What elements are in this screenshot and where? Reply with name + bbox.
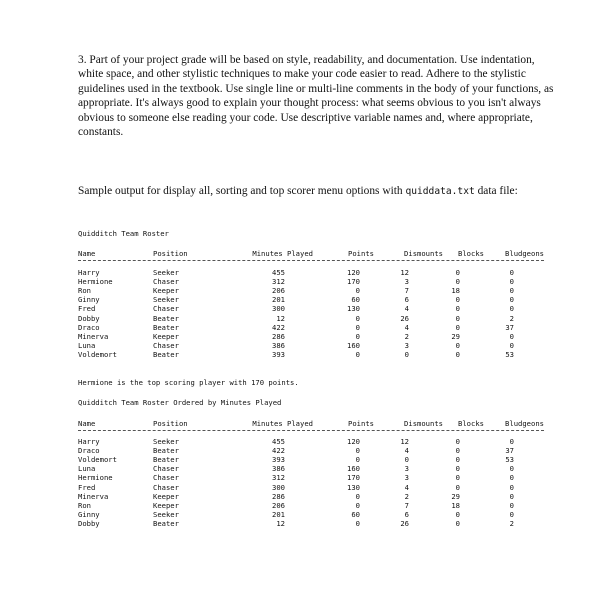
cell-bludgeons: 53 <box>505 349 514 359</box>
cell-points: 170 <box>347 473 360 483</box>
cell-bludgeons: 0 <box>509 295 514 305</box>
cell-points: 0 <box>355 286 360 296</box>
cell-name: Ginny <box>78 509 100 519</box>
cell-position: Chaser <box>153 304 179 314</box>
cell-minutes: 422 <box>272 322 285 332</box>
cell-blocks: 0 <box>455 322 460 332</box>
cell-bludgeons: 37 <box>505 322 514 332</box>
cell-name: Fred <box>78 304 96 314</box>
cell-bludgeons: 0 <box>509 268 514 277</box>
cell-points: 160 <box>347 340 360 350</box>
cell-position: Seeker <box>153 295 179 305</box>
cell-points: 0 <box>355 331 360 341</box>
cell-points: 60 <box>351 509 360 519</box>
cell-minutes: 300 <box>272 482 285 492</box>
cell-points: 120 <box>347 437 360 446</box>
cell-position: Beater <box>153 455 179 465</box>
table1-header-points: Points <box>348 249 374 258</box>
cell-bludgeons: 0 <box>509 286 514 296</box>
cell-bludgeons: 0 <box>509 464 514 474</box>
table1-divider <box>78 260 544 261</box>
cell-position: Beater <box>153 446 179 456</box>
table1-header-name: Name <box>78 249 96 258</box>
cell-dismounts: 26 <box>400 313 409 323</box>
cell-minutes: 393 <box>272 455 285 465</box>
cell-minutes: 422 <box>272 446 285 456</box>
cell-points: 160 <box>347 464 360 474</box>
cell-blocks: 0 <box>455 340 460 350</box>
cell-position: Chaser <box>153 464 179 474</box>
cell-name: Ron <box>78 500 91 510</box>
table2-header-dismounts: Dismounts <box>404 419 443 428</box>
intro-filename: quiddata.txt <box>405 186 475 197</box>
cell-blocks: 0 <box>455 349 460 359</box>
table1-header-dismounts: Dismounts <box>404 249 443 258</box>
cell-position: Seeker <box>153 509 179 519</box>
cell-minutes: 206 <box>272 500 285 510</box>
cell-bludgeons: 0 <box>509 509 514 519</box>
cell-points: 0 <box>355 322 360 332</box>
cell-name: Harry <box>78 268 100 277</box>
cell-name: Hermione <box>78 277 113 287</box>
table2-header-name: Name <box>78 419 96 428</box>
cell-points: 0 <box>355 500 360 510</box>
cell-dismounts: 12 <box>400 437 409 446</box>
cell-points: 0 <box>355 446 360 456</box>
cell-blocks: 0 <box>455 473 460 483</box>
cell-minutes: 206 <box>272 286 285 296</box>
cell-position: Chaser <box>153 277 179 287</box>
cell-bludgeons: 0 <box>509 331 514 341</box>
cell-dismounts: 2 <box>404 331 409 341</box>
cell-points: 60 <box>351 295 360 305</box>
intro-text-before: Sample output for display all, sorting and top scorer menu options with <box>78 185 406 197</box>
table1-header-minutes: Minutes Played <box>252 249 313 258</box>
cell-blocks: 0 <box>455 304 460 314</box>
sample-output-intro <box>78 184 558 199</box>
cell-dismounts: 4 <box>404 446 409 456</box>
cell-blocks: 0 <box>455 446 460 456</box>
cell-dismounts: 3 <box>404 277 409 287</box>
cell-blocks: 29 <box>451 491 460 501</box>
cell-name: Minerva <box>78 491 109 501</box>
cell-name: Draco <box>78 322 100 332</box>
cell-position: Seeker <box>153 268 179 277</box>
cell-name: Voldemort <box>78 455 117 465</box>
cell-blocks: 0 <box>455 277 460 287</box>
cell-position: Chaser <box>153 340 179 350</box>
cell-dismounts: 4 <box>404 304 409 314</box>
cell-name: Hermione <box>78 473 113 483</box>
cell-name: Harry <box>78 437 100 446</box>
table2-header-points: Points <box>348 419 374 428</box>
cell-blocks: 18 <box>451 286 460 296</box>
cell-minutes: 12 <box>276 313 285 323</box>
cell-dismounts: 3 <box>404 340 409 350</box>
cell-dismounts: 12 <box>400 268 409 277</box>
cell-minutes: 312 <box>272 473 285 483</box>
cell-blocks: 0 <box>455 437 460 446</box>
cell-points: 0 <box>355 313 360 323</box>
cell-position: Beater <box>153 518 179 528</box>
cell-points: 170 <box>347 277 360 287</box>
cell-dismounts: 7 <box>404 286 409 296</box>
cell-minutes: 386 <box>272 340 285 350</box>
cell-minutes: 286 <box>272 491 285 501</box>
cell-points: 0 <box>355 455 360 465</box>
cell-minutes: 455 <box>272 437 285 446</box>
cell-name: Voldemort <box>78 349 117 359</box>
cell-position: Beater <box>153 313 179 323</box>
cell-dismounts: 3 <box>404 464 409 474</box>
cell-dismounts: 4 <box>404 322 409 332</box>
table1-header-blocks: Blocks <box>458 249 484 258</box>
table2-title: Quidditch Team Roster Ordered by Minutes Played <box>78 398 282 407</box>
cell-bludgeons: 0 <box>509 340 514 350</box>
cell-minutes: 312 <box>272 277 285 287</box>
cell-blocks: 0 <box>455 509 460 519</box>
cell-bludgeons: 2 <box>509 518 514 528</box>
cell-minutes: 386 <box>272 464 285 474</box>
cell-points: 130 <box>347 482 360 492</box>
cell-bludgeons: 2 <box>509 313 514 323</box>
cell-position: Beater <box>153 349 179 359</box>
cell-position: Keeper <box>153 500 179 510</box>
table1-title: Quidditch Team Roster <box>78 229 169 238</box>
cell-dismounts: 3 <box>404 473 409 483</box>
cell-points: 130 <box>347 304 360 314</box>
instructions-paragraph: 3. Part of your project grade will be based on style, readability, and documentation. Use indentation, white space, and other stylistic techniques to make your code easier to read. Adhere to the stylistic guidelines used in the textbook. Use single line or multi-line comments in the body of your functions, as appropriate. It's always good to explain your thought process: what seems obvious to you isn't always obvious to someone else reading your code. Use descriptive variable names and, where appropriate, constants. <box>78 54 554 139</box>
table1-header-bludgeons: Bludgeons <box>505 249 544 258</box>
cell-blocks: 0 <box>455 295 460 305</box>
cell-bludgeons: 0 <box>509 277 514 287</box>
cell-blocks: 0 <box>455 464 460 474</box>
table2-header-position: Position <box>153 419 188 428</box>
cell-name: Fred <box>78 482 96 492</box>
cell-points: 0 <box>355 349 360 359</box>
cell-name: Ron <box>78 286 91 296</box>
cell-dismounts: 4 <box>404 482 409 492</box>
intro-text-after: data file: <box>474 185 518 197</box>
cell-minutes: 201 <box>272 509 285 519</box>
cell-bludgeons: 0 <box>509 482 514 492</box>
cell-dismounts: 2 <box>404 491 409 501</box>
cell-name: Dobby <box>78 518 100 528</box>
cell-blocks: 0 <box>455 313 460 323</box>
cell-blocks: 0 <box>455 518 460 528</box>
cell-bludgeons: 53 <box>505 455 514 465</box>
cell-bludgeons: 37 <box>505 446 514 456</box>
cell-position: Seeker <box>153 437 179 446</box>
cell-blocks: 0 <box>455 268 460 277</box>
cell-position: Keeper <box>153 286 179 296</box>
cell-dismounts: 26 <box>400 518 409 528</box>
cell-minutes: 286 <box>272 331 285 341</box>
table2-divider <box>78 430 544 431</box>
cell-minutes: 300 <box>272 304 285 314</box>
cell-position: Keeper <box>153 331 179 341</box>
cell-position: Chaser <box>153 482 179 492</box>
cell-name: Luna <box>78 464 96 474</box>
cell-bludgeons: 0 <box>509 500 514 510</box>
cell-bludgeons: 0 <box>509 473 514 483</box>
cell-dismounts: 0 <box>404 349 409 359</box>
top-scorer-message: Hermione is the top scoring player with 170 points. <box>78 378 299 387</box>
cell-points: 0 <box>355 518 360 528</box>
cell-bludgeons: 0 <box>509 304 514 314</box>
cell-minutes: 201 <box>272 295 285 305</box>
cell-minutes: 12 <box>276 518 285 528</box>
cell-dismounts: 7 <box>404 500 409 510</box>
table2-header-blocks: Blocks <box>458 419 484 428</box>
cell-bludgeons: 0 <box>509 491 514 501</box>
cell-dismounts: 6 <box>404 295 409 305</box>
cell-points: 0 <box>355 491 360 501</box>
cell-points: 120 <box>347 268 360 277</box>
cell-blocks: 29 <box>451 331 460 341</box>
cell-name: Ginny <box>78 295 100 305</box>
cell-blocks: 0 <box>455 482 460 492</box>
cell-name: Dobby <box>78 313 100 323</box>
cell-blocks: 0 <box>455 455 460 465</box>
cell-name: Draco <box>78 446 100 456</box>
cell-dismounts: 0 <box>404 455 409 465</box>
cell-position: Keeper <box>153 491 179 501</box>
cell-name: Luna <box>78 340 96 350</box>
cell-minutes: 455 <box>272 268 285 277</box>
table1-header-position: Position <box>153 249 188 258</box>
cell-bludgeons: 0 <box>509 437 514 446</box>
cell-dismounts: 6 <box>404 509 409 519</box>
cell-blocks: 18 <box>451 500 460 510</box>
cell-position: Beater <box>153 322 179 332</box>
cell-minutes: 393 <box>272 349 285 359</box>
cell-name: Minerva <box>78 331 109 341</box>
cell-position: Chaser <box>153 473 179 483</box>
table2-header-bludgeons: Bludgeons <box>505 419 544 428</box>
table2-header-minutes: Minutes Played <box>252 419 313 428</box>
